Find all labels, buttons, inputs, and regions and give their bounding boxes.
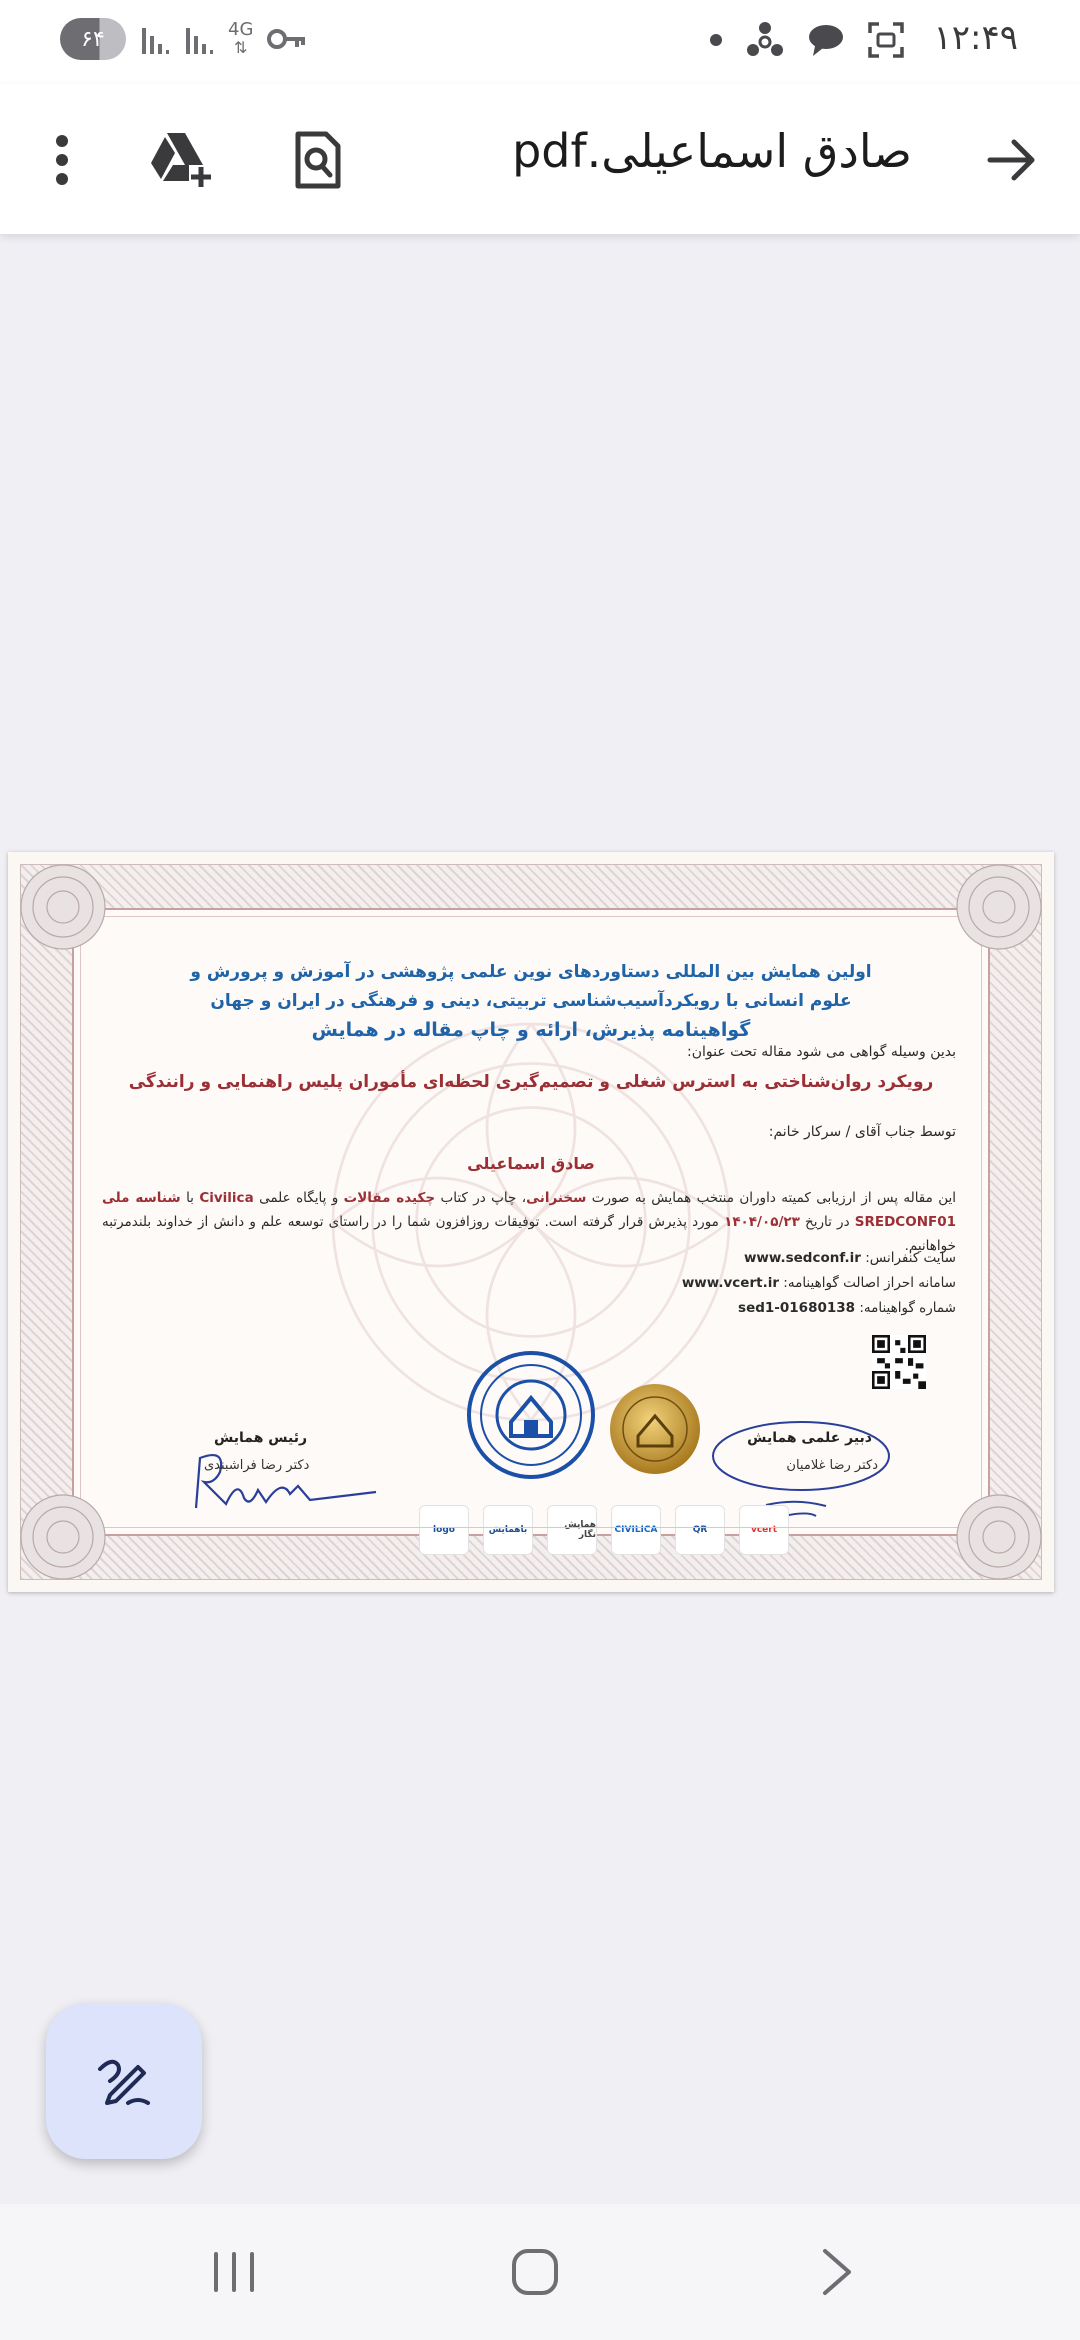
certificate-content: [74, 910, 988, 1540]
blue-seal-icon: [466, 1350, 596, 1480]
status-left-icons: [60, 18, 307, 60]
body-highlight: شناسه ملی SREDCONF01: [102, 1190, 957, 1230]
chairman-title: رئیس همایش: [214, 1430, 308, 1446]
site-label: سایت کنفرانس:: [865, 1250, 956, 1266]
signal-icon: [140, 22, 170, 56]
certificate-inner-frame: [72, 908, 990, 1540]
home-button[interactable]: [495, 2236, 575, 2308]
scientific-secretary-name: دکتر رضا غلامیان: [786, 1458, 878, 1473]
sponsor-logo-icon: logo: [419, 1505, 469, 1555]
author-name: صادق اسماعیلی: [467, 1154, 595, 1173]
qr-logo-icon: QR: [675, 1505, 725, 1555]
civilica-logo-icon: CIVILICA: [611, 1505, 661, 1555]
pdf-page[interactable]: [8, 852, 1054, 1592]
recents-icon: [210, 2248, 258, 2296]
back-arrow-icon: [986, 136, 1038, 184]
body-highlight: ۱۴۰۴/۰۵/۲۳: [724, 1214, 800, 1230]
system-nav-bar: [0, 2204, 1080, 2340]
corner-rosette-icon: [944, 852, 1054, 962]
body-highlight: چکیده مقالات: [343, 1190, 436, 1206]
qr-code-icon: [872, 1335, 926, 1389]
network-type-label: 4G: [228, 19, 254, 40]
body-highlight: سخنرانی: [526, 1190, 587, 1206]
drive-add-icon: [149, 131, 215, 189]
body-part: با: [186, 1190, 194, 1206]
back-button[interactable]: [974, 122, 1050, 198]
verification-system: [682, 1275, 956, 1291]
verify-label: سامانه احراز اصالت گواهینامه:: [783, 1275, 956, 1291]
chevron-right-icon: [819, 2247, 855, 2297]
heading-line-2: علوم انسانی با رویکردآسیب‌شناسی تربیتی، دینی و فرهنگی در ایران و جهان: [210, 991, 852, 1011]
add-to-drive-button[interactable]: [142, 122, 222, 198]
verify-value: www.vcert.ir: [681, 1275, 779, 1291]
nav-back-button[interactable]: [797, 2236, 877, 2308]
corner-rosette-icon: [8, 1482, 118, 1592]
certno-value: sed1-01680138: [738, 1300, 856, 1316]
dot-icon: [709, 33, 723, 47]
hamayesh-negar-logo-icon: همایش نگار: [547, 1505, 597, 1555]
body-part: این مقاله پس از ارزیابی کمیته داوران منتخب همایش به صورت: [591, 1190, 957, 1206]
app-icon: [745, 20, 785, 60]
body-part: مورد پذیرش قرار گرفته است. توفیقات روزافزون شما را در راستای توسعه علم و دانش از خداوند بلندمرتبه خواهانیم.: [102, 1214, 956, 1254]
status-notification-icons: [709, 20, 905, 60]
heading-line-1: اولین همایش بین المللی دستاوردهای نوین علمی پژوهشی در آموزش و پرورش و: [190, 962, 872, 982]
document-title: صادق اسماعیلی.pdf: [512, 124, 912, 178]
bahamayesh-logo-icon: باهمایش: [483, 1505, 533, 1555]
intro-text: بدین وسیله گواهی می شود مقاله تحت عنوان:: [686, 1044, 956, 1060]
data-arrows-icon: ⇅: [234, 38, 248, 57]
chairman-name: دکتر رضا فراشبندی: [204, 1458, 310, 1473]
annotate-fab[interactable]: [46, 2003, 202, 2159]
status-time: ۱۲:۴۹: [933, 18, 1018, 58]
more-options-button[interactable]: [30, 122, 94, 198]
corner-rosette-icon: [944, 1482, 1054, 1592]
app-bar: [0, 84, 1080, 234]
gold-seal-icon: [608, 1382, 702, 1476]
sponsor-logos: [394, 1500, 814, 1560]
chairman-signature-icon: [186, 1438, 386, 1518]
body-part: در تاریخ: [805, 1214, 850, 1230]
find-in-page-button[interactable]: [280, 122, 356, 198]
battery-indicator: ۶۴: [60, 18, 126, 60]
corner-rosette-icon: [8, 852, 118, 962]
paper-title: رویکرد روان‌شناختی به استرس شغلی و تصمیم‌گیری لحظه‌ای مأموران پلیس راهنمایی و رانندگی: [128, 1072, 934, 1092]
vcert-logo-icon: vcert: [739, 1505, 789, 1555]
status-bar: [0, 0, 1080, 84]
more-vert-icon: [55, 134, 69, 186]
key-icon: [267, 26, 307, 52]
find-in-page-icon: [294, 131, 342, 189]
pen-draw-icon: [94, 2051, 154, 2111]
recents-button[interactable]: [194, 2236, 274, 2308]
network-type: [228, 21, 253, 57]
scientific-secretary-title: دبیر علمی همایش: [747, 1430, 872, 1446]
heading-line-3: گواهینامه پذیرش، ارائه و چاپ مقاله در همایش: [311, 1019, 751, 1041]
body-part: و پایگاه علمی: [259, 1190, 339, 1206]
body-highlight: Civilica: [199, 1190, 254, 1206]
signal-icon: [184, 22, 214, 56]
conference-site: [744, 1250, 956, 1266]
screenshot-icon: [867, 21, 905, 59]
certificate-heading: [74, 958, 988, 1045]
certificate-number: [738, 1300, 956, 1316]
by-line: توسط جناب آقای / سرکار خانم:: [768, 1124, 956, 1140]
certno-label: شماره گواهینامه:: [859, 1300, 956, 1316]
certificate-body: [102, 1186, 956, 1258]
body-part: ، چاپ در کتاب: [440, 1190, 527, 1206]
site-value: www.sedconf.ir: [743, 1250, 861, 1266]
chat-icon: [807, 22, 845, 58]
home-icon: [510, 2247, 560, 2297]
